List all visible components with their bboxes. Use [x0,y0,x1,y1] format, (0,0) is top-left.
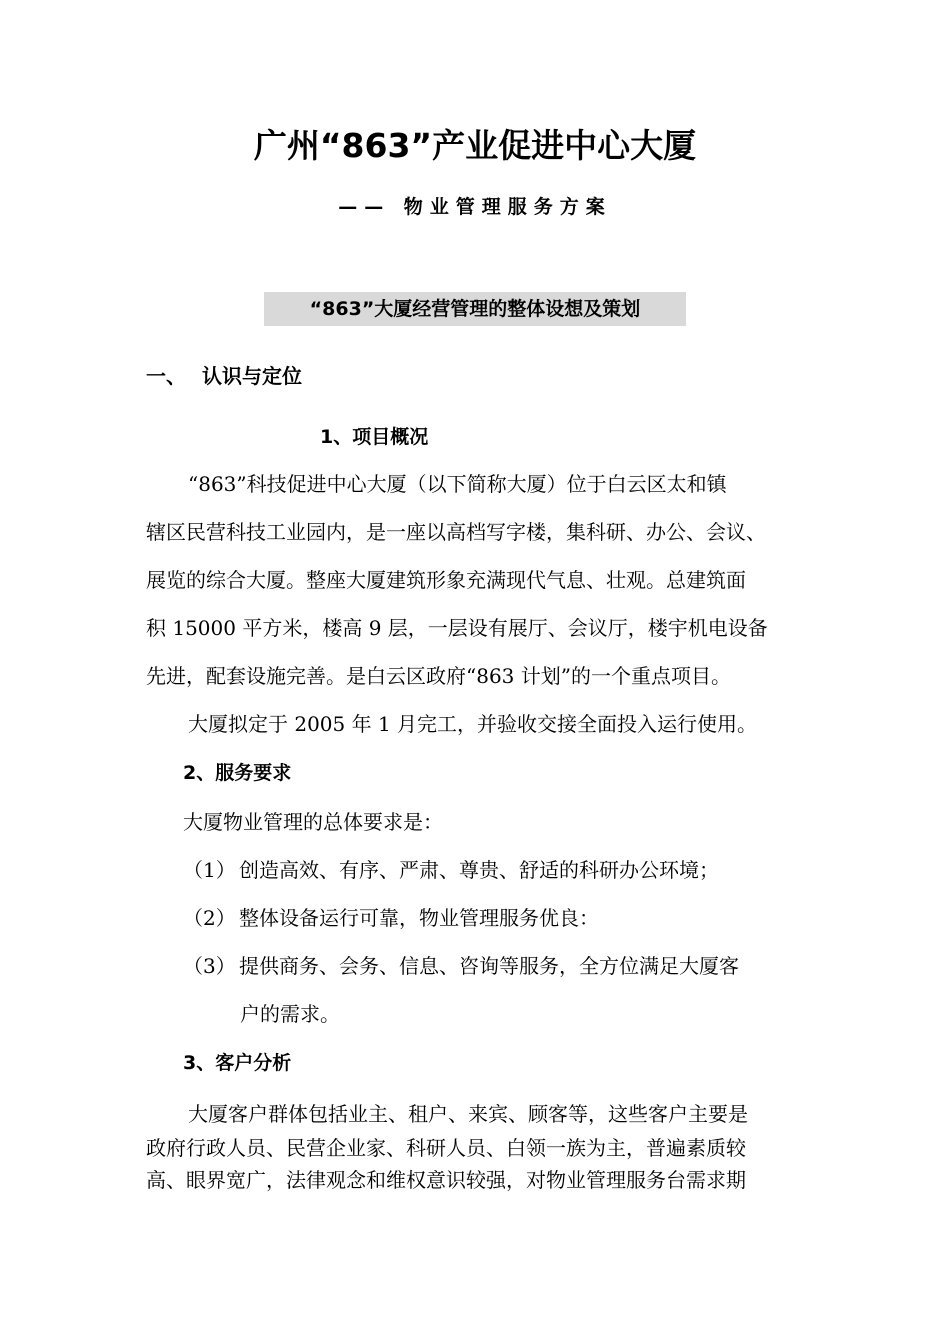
item-text: 提供商务、会务、信息、咨询等服务，全方位满足大厦客 [239,954,739,978]
document-title: 广州“863”产业促进中心大厦 [253,126,697,165]
paragraph-line: 高、眼界宽广，法律观念和维权意识较强，对物业管理服务台需求期 [146,1168,746,1192]
heading-recognition-positioning [146,360,302,389]
paragraph-line: “863”科技促进中心大厦（以下简称大厦）位于白云区太和镇 [188,472,727,496]
subheading-service-requirements: 2、服务要求 [183,762,292,784]
item-number: （3） [183,954,236,978]
heading-text: 认识与定位 [202,364,302,388]
paragraph-line: 先进，配套设施完善。是白云区政府“863 计划”的一个重点项目。 [146,664,731,688]
paragraph-line: 大厦客户群体包括业主、租户、来宾、顾客等，这些客户主要是 [188,1102,748,1126]
item-text: 整体设备运行可靠，物业管理服务优良： [239,906,599,930]
paragraph-line: 积 15000 平方米，楼高 9 层，一层设有展厅、会议厅，楼宇机电设备 [146,616,768,640]
requirement-item [183,902,599,931]
paragraph-line: 展览的综合大厦。整座大厦建筑形象充满现代气息、壮观。总建筑面 [146,568,746,592]
heading-number: 一、 [146,364,186,388]
item-number: （2） [183,906,236,930]
item-text: 创造高效、有序、严肃、尊贵、舒适的科研办公环境； [239,858,719,882]
requirement-item-continuation: 户的需求。 [240,1002,340,1026]
item-number: （1） [183,858,236,882]
document-subtitle: —— 物业管理服务方案 [338,196,612,218]
paragraph-line: 大厦拟定于 2005 年 1 月完工，并验收交接全面投入运行使用。 [188,712,758,736]
subheading-project-overview: 1、项目概况 [320,426,429,448]
paragraph-line: 辖区民营科技工业园内，是一座以高档写字楼，集科研、办公、会议、 [146,520,766,544]
paragraph-line: 大厦物业管理的总体要求是： [183,810,443,834]
subheading-customer-analysis: 3、客户分析 [183,1052,292,1074]
paragraph-line: 政府行政人员、民营企业家、科研人员、白领一族为主，普遍素质较 [146,1136,746,1160]
requirement-item [183,854,719,883]
requirement-item [183,950,739,979]
section-banner: “863”大厦经营管理的整体设想及策划 [264,292,686,326]
